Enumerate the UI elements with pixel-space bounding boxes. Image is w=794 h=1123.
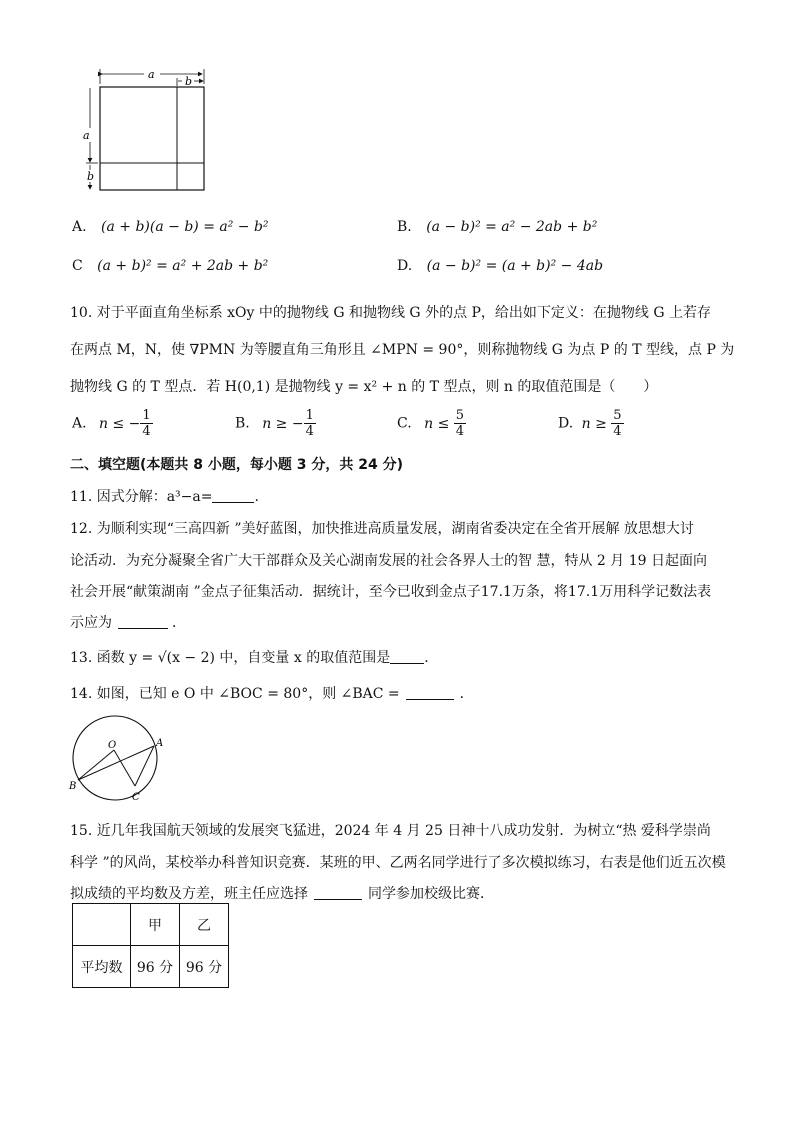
point-o: O: [108, 740, 117, 751]
label-b-left: b: [87, 170, 95, 183]
fraction: $\frac{1}{4}$: [142, 408, 151, 439]
q13: [70, 647, 429, 667]
q15-text: 拟成绩的平均数及方差，班主任应选择: [70, 886, 308, 902]
q11: [70, 486, 259, 506]
q10-option-a[interactable]: [72, 408, 153, 439]
q12-text: 示应为: [70, 615, 112, 631]
option-prefix: n ≥ −: [262, 415, 304, 432]
square-diagram: [78, 66, 208, 194]
q10-option-d[interactable]: [558, 408, 624, 439]
table-cell: [73, 904, 131, 946]
table-cell: 乙: [180, 904, 229, 946]
q9-option-d[interactable]: [397, 258, 603, 274]
q13-end: .: [424, 650, 429, 666]
option-letter: B.: [235, 415, 250, 432]
score-table: [72, 903, 229, 988]
q12-end: ．: [172, 615, 186, 631]
fraction: $\frac{5}{4}$: [613, 408, 622, 439]
q10-line-2: 在两点 M，N，使 ∇PMN 为等腰直角三角形且 ∠MPN = 90°，则称抛物线 G 为点 P 的 T 型线，点 P 为: [70, 342, 735, 358]
q15-line-3: [70, 883, 494, 903]
option-prefix: n ≥: [581, 415, 612, 432]
label-b-top: b: [185, 75, 193, 88]
circle-diagram: [66, 712, 176, 806]
answer-blank[interactable]: [212, 488, 254, 503]
label-a-left: a: [83, 129, 90, 142]
point-c: C: [132, 792, 140, 803]
q9-option-a[interactable]: [72, 219, 269, 235]
table-cell: 96 分: [180, 946, 229, 988]
q10-option-b[interactable]: [235, 408, 316, 439]
option-letter: C.: [397, 415, 412, 432]
q12-line-4: [70, 612, 186, 632]
q14: [70, 683, 474, 703]
table-row: [73, 904, 229, 946]
option-formula: (a + b)(a − b) = a² − b²: [101, 219, 269, 235]
option-letter: A.: [72, 219, 87, 235]
point-a: A: [156, 738, 164, 749]
option-prefix: n ≤: [424, 415, 454, 432]
q10-line-1: 10. 对于平面直角坐标系 xOy 中的抛物线 G 和抛物线 G 外的点 P，给出如下定义：在抛物线 G 上若存: [70, 305, 712, 321]
q12-line-3: 社会开展“献策湖南 ”金点子征集活动．据统计，至今已收到金点子17.1万条，将17.1万用科学记数法表: [70, 584, 712, 600]
option-letter: D.: [558, 415, 574, 432]
q14-text: 14. 如图，已知 e O 中 ∠BOC = 80°，则 ∠BAC =: [70, 686, 400, 702]
answer-blank[interactable]: [406, 685, 454, 700]
option-letter: C: [72, 258, 83, 274]
table-cell: 96 分: [131, 946, 180, 988]
table-cell: 甲: [131, 904, 180, 946]
q15-line-1: 15. 近几年我国航天领域的发展突飞猛进，2024 年 4 月 25 日神十八成功发射．为树立“热 爱科学崇尚: [70, 823, 711, 839]
q15-end: 同学参加校级比赛．: [368, 886, 494, 902]
q9-option-b[interactable]: [397, 219, 597, 235]
q12-line-1: 12. 为顺利实现“三高四新 ”美好蓝图，加快推进高质量发展，湖南省委决定在全省开展解 放思想大讨: [70, 521, 694, 537]
option-letter: D.: [397, 258, 413, 274]
point-b: B: [69, 781, 77, 792]
q11-text: 11. 因式分解：a³−a=: [70, 489, 213, 505]
q10-option-c[interactable]: [397, 408, 466, 439]
option-formula: (a − b)² = a² − 2ab + b²: [426, 219, 598, 235]
table-row: [73, 946, 229, 988]
option-formula: (a − b)² = (a + b)² − 4ab: [426, 258, 604, 274]
fraction: $\frac{5}{4}$: [455, 408, 465, 439]
q15-line-2: 科学 ”的风尚，某校举办科普知识竞赛．某班的甲、乙两名同学进行了多次模拟练习，右表是他们近五次模: [70, 855, 726, 871]
table-cell: 平均数: [73, 946, 131, 988]
answer-blank[interactable]: [390, 649, 424, 664]
q13-text: 13. 函数 y = √(x − 2) 中，自变量 x 的取值范围是: [70, 650, 391, 666]
option-letter: B.: [397, 219, 412, 235]
q10-line-3: 抛物线 G 的 T 型点．若 H(0,1) 是抛物线 y = x² + n 的 T 型点，则 n 的取值范围是（ ）: [70, 379, 658, 395]
option-prefix: n ≤ −: [99, 415, 141, 432]
q12-line-2: 论活动．为充分凝聚全省广大干部群众及关心湖南发展的社会各界人士的智 慧，特从 2 月 19 日起面向: [70, 553, 707, 569]
section-title: 二、填空题(本题共 8 小题，每小题 3 分，共 24 分): [70, 457, 404, 473]
option-letter: A.: [72, 415, 87, 432]
answer-blank[interactable]: [314, 885, 362, 900]
q14-end: ．: [459, 686, 474, 702]
q11-end: .: [254, 489, 259, 505]
option-formula: (a + b)² = a² + 2ab + b²: [97, 258, 269, 274]
q9-option-c[interactable]: [72, 258, 268, 274]
label-a-top: a: [148, 68, 155, 81]
fraction: $\frac{1}{4}$: [305, 408, 314, 439]
answer-blank[interactable]: [118, 614, 168, 629]
